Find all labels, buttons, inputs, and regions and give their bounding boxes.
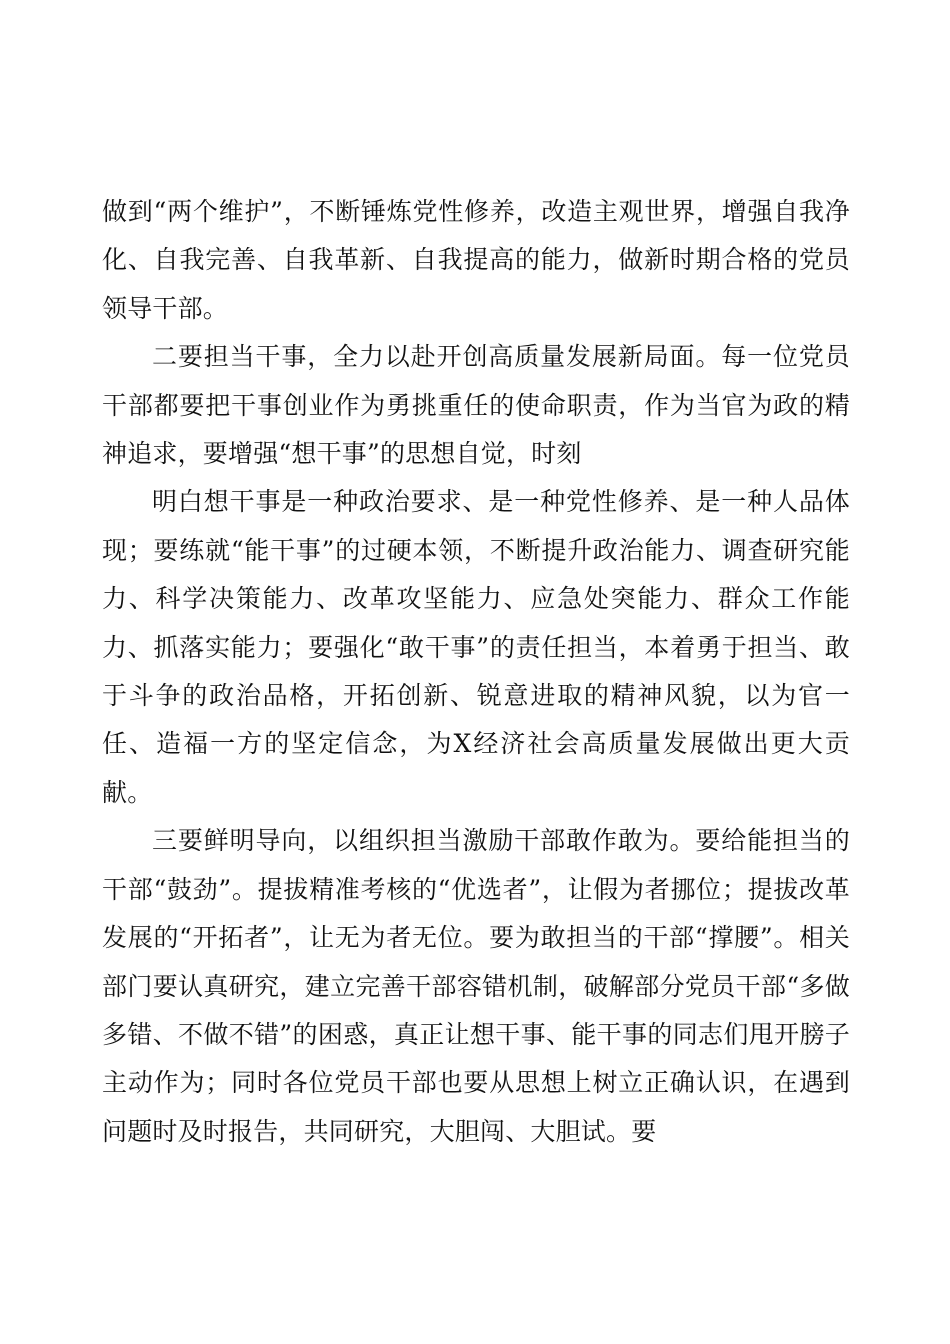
paragraph-1: 做到“两个维护”，不断锤炼党性修养，改造主观世界，增强自我净化、自我完善、自我革新、自我提高的能力，做新时期合格的党员领导干部。: [102, 197, 850, 323]
paragraph-3: 明白想干事是一种政治要求、是一种党性修养、是一种人品体现；要练就“能干事”的过硬本领，不断提升政治能力、调查研究能力、科学决策能力、改革攻坚能力、应急处突能力、群众工作能力、抓落实能力；要强化“敢干事”的责任担当，本着勇于担当、敢于斗争的政治品格，开拓创新、锐意进取的精神风貌，以为官一任、造福一方的坚定信念，为X经济社会高质量发展做出更大贡献。: [102, 487, 850, 807]
document-body: [102, 188, 850, 1156]
paragraph-4: 三要鲜明导向，以组织担当激励干部敢作敢为。要给能担当的干部“鼓劲”。提拔精准考核的“优选者”，让假为者挪位；提拔改革发展的“开拓者”，让无为者无位。要为敢担当的干部“撑腰”。相关部门要认真研究，建立完善干部容错机制，破解部分党员干部“多做多错、不做不错”的困惑，真正让想干事、能干事的同志们甩开膀子主动作为；同时各位党员干部也要从思想上树立正确认识，在遇到问题时及时报告，共同研究，大胆闯、大胆试。要: [102, 826, 850, 1146]
paragraph-2: 二要担当干事，全力以赴开创高质量发展新局面。每一位党员干部都要把干事创业作为勇挑重任的使命职责，作为当官为政的精神追求，要增强“想干事”的思想自觉，时刻: [102, 342, 850, 469]
